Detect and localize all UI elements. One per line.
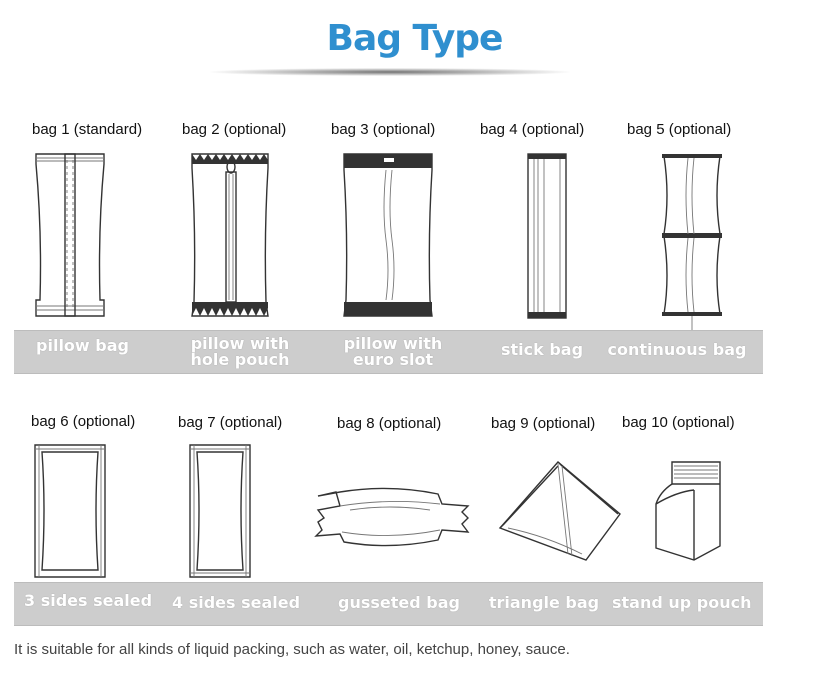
triangle-bag-name: triangle bag xyxy=(488,593,600,612)
stand-up-pouch-image xyxy=(650,456,726,568)
bag-4-label: bag 4 (optional) xyxy=(480,121,585,138)
bag-1-label: bag 1 (standard) xyxy=(32,121,143,138)
stick-bag-image xyxy=(522,150,572,322)
triangle-bag-image xyxy=(496,458,624,564)
continuous-bag-name: continuous bag xyxy=(607,340,747,359)
gusseted-bag-name: gusseted bag xyxy=(338,593,460,612)
pillow-euro-slot-name-2: euro slot xyxy=(352,350,434,369)
stick-bag-name: stick bag xyxy=(500,340,584,359)
pillow-bag-image xyxy=(34,150,106,322)
three-sides-sealed-image xyxy=(30,440,110,582)
four-sides-sealed-image xyxy=(186,440,254,582)
pillow-bag-name: pillow bag xyxy=(36,336,129,355)
pillow-euro-slot-name-1: pillow with xyxy=(343,334,443,353)
pillow-hole-pouch-name-2: hole pouch xyxy=(190,350,290,369)
pillow-hole-pouch-image xyxy=(188,150,272,322)
bag-9-label: bag 9 (optional) xyxy=(491,415,596,432)
pillow-euro-slot-image xyxy=(340,150,436,322)
title-underline-shadow xyxy=(210,68,570,76)
bag-10-label: bag 10 (optional) xyxy=(622,414,735,431)
footer-description: It is suitable for all kinds of liquid packing, such as water, oil, ketchup, honey, sauce. xyxy=(14,641,570,658)
bag-3-label: bag 3 (optional) xyxy=(331,121,436,138)
three-sides-sealed-name: 3 sides sealed xyxy=(24,591,153,610)
bag-7-label: bag 7 (optional) xyxy=(178,414,283,431)
page-title: Bag Type xyxy=(326,18,503,59)
continuous-bag-image xyxy=(658,150,724,332)
gusseted-bag-image xyxy=(310,470,476,560)
stand-up-pouch-name: stand up pouch xyxy=(612,593,752,612)
bag-5-label: bag 5 (optional) xyxy=(627,121,732,138)
bag-6-label: bag 6 (optional) xyxy=(31,413,136,430)
bag-8-label: bag 8 (optional) xyxy=(337,415,442,432)
pillow-hole-pouch-name-1: pillow with xyxy=(190,334,290,353)
four-sides-sealed-name: 4 sides sealed xyxy=(172,593,301,612)
bag-2-label: bag 2 (optional) xyxy=(182,121,287,138)
